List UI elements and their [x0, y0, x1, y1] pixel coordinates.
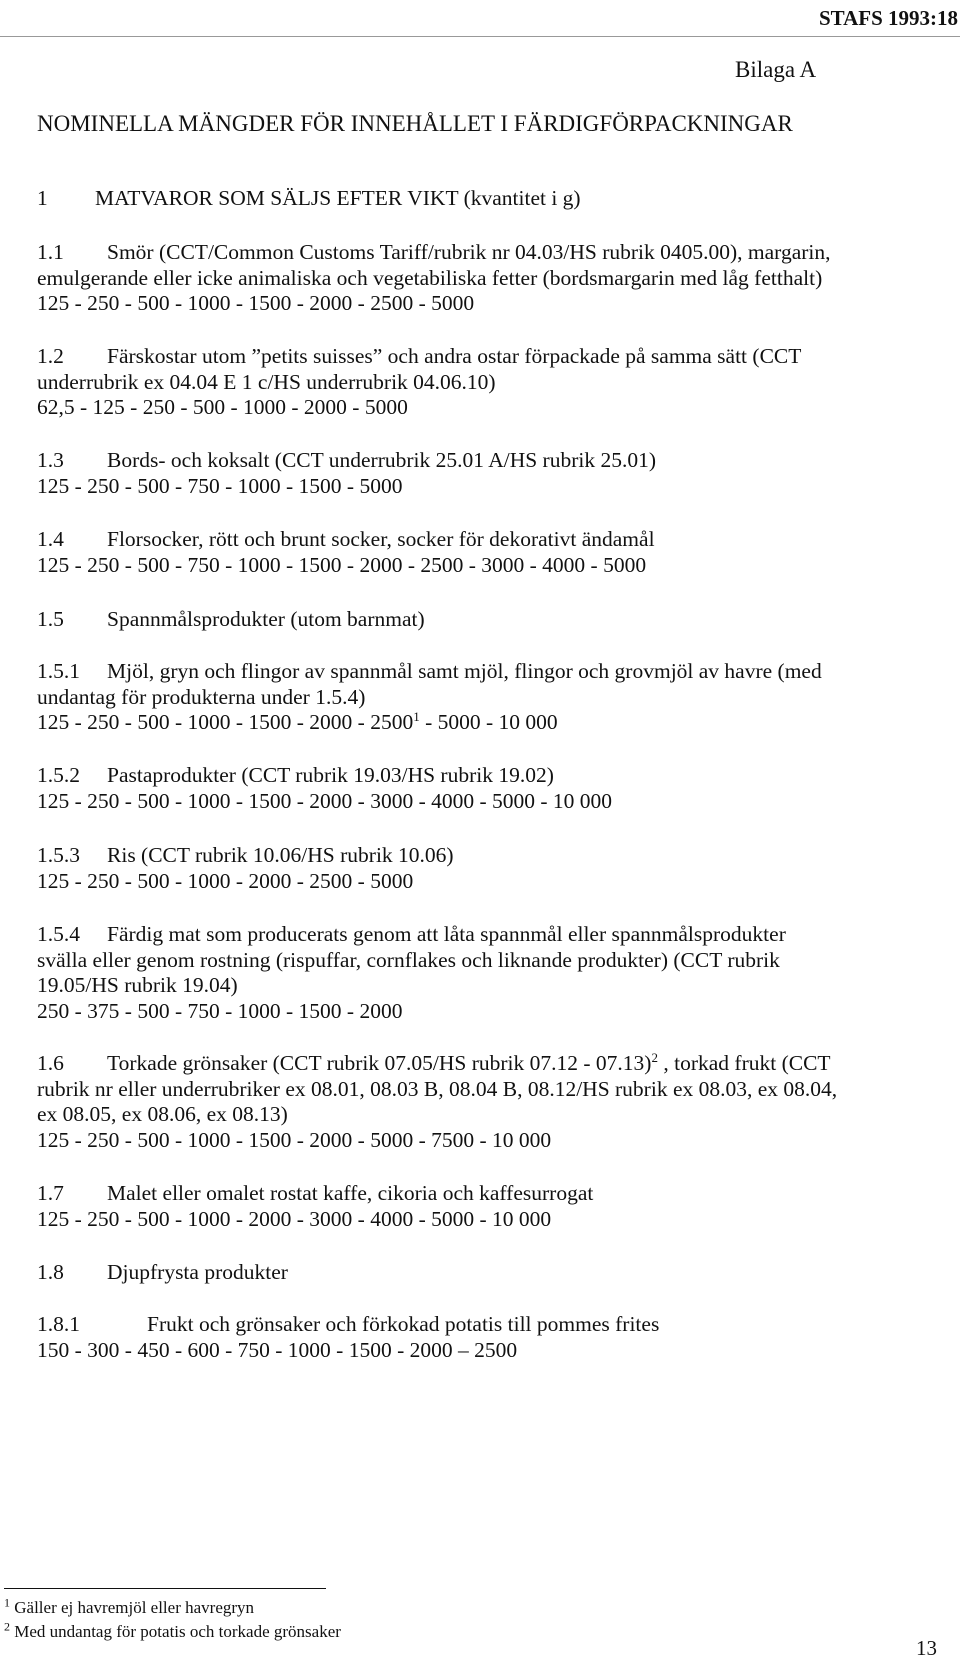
quantity-values: 125 - 250 - 500 - 750 - 1000 - 1500 - 5000: [37, 473, 403, 498]
section-1-1: [37, 240, 952, 317]
section-text: Smör (CCT/Common Customs Tariff/rubrik nr 04.03/HS rubrik 0405.00), margarin,: [107, 240, 831, 264]
section-number: 1.3: [37, 448, 64, 472]
section-number: 1.6: [37, 1051, 64, 1075]
section-1-8: [37, 1260, 952, 1286]
section-number: 1.5: [37, 607, 64, 631]
section-number: 1: [37, 186, 48, 210]
quantity-values: 250 - 375 - 500 - 750 - 1000 - 1500 - 2000: [37, 998, 403, 1023]
section-text: Djupfrysta produkter: [107, 1260, 288, 1284]
section-1-6: [37, 1051, 952, 1153]
section-1-5-4: [37, 922, 952, 1024]
footnote-mark: 2: [4, 1619, 10, 1634]
section-text: Bords- och koksalt (CCT underrubrik 25.01 A/HS rubrik 25.01): [107, 448, 657, 472]
quantity-values-part: - 5000 - 10 000: [419, 710, 558, 734]
section-number: 1.5.2: [37, 763, 80, 787]
section-text: , torkad frukt (CCT: [657, 1051, 831, 1075]
section-1-3: [37, 448, 952, 499]
section-number: 1.2: [37, 344, 64, 368]
header-rule: [0, 36, 960, 37]
footnote-text: Med undantag för potatis och torkade grönsaker: [14, 1622, 341, 1641]
section-number: 1.5.4: [37, 922, 80, 946]
section-text: Spannmålsprodukter (utom barnmat): [107, 607, 425, 631]
quantity-values: 125 - 250 - 500 - 1000 - 2000 - 3000 - 4000 - 5000 - 10 000: [37, 1206, 552, 1231]
quantity-values: 125 - 250 - 500 - 750 - 1000 - 1500 - 2000 - 2500 - 3000 - 4000 - 5000: [37, 552, 647, 577]
footnote-mark: 1: [4, 1595, 10, 1610]
section-1-5-2: [37, 763, 952, 814]
section-number: 1.5.1: [37, 659, 80, 683]
quantity-values: 150 - 300 - 450 - 600 - 750 - 1000 - 1500 - 2000 – 2500: [37, 1337, 518, 1362]
footnote: [4, 1619, 341, 1642]
section-text: emulgerande eller icke animaliska och vegetabiliska fetter (bordsmargarin med låg fetthalt): [37, 265, 823, 290]
quantity-values: 125 - 250 - 500 - 1000 - 1500 - 2000 - 3000 - 4000 - 5000 - 10 000: [37, 788, 613, 813]
section-text: 19.05/HS rubrik 19.04): [37, 973, 238, 997]
section-text: Torkade grönsaker (CCT rubrik 07.05/HS rubrik 07.12 - 07.13): [107, 1051, 652, 1075]
section-1-7: [37, 1181, 952, 1232]
footnote-ref: 2: [651, 1049, 658, 1065]
section-text: svälla eller genom rostning (rispuffar, cornflakes och liknande produkter) (CCT rubrik: [37, 947, 780, 972]
page-number: 13: [916, 1636, 937, 1660]
section-1-5-1: [37, 659, 952, 736]
page-title: NOMINELLA MÄNGDER FÖR INNEHÅLLET I FÄRDIGFÖRPACKNINGAR: [37, 111, 793, 136]
quantity-values: [37, 710, 952, 736]
footnote-rule: [4, 1588, 326, 1589]
section-heading: MATVAROR SOM SÄLJS EFTER VIKT (kvantitet i g): [95, 186, 581, 210]
section-text: Mjöl, gryn och flingor av spannmål samt mjöl, flingor och grovmjöl av havre (med: [107, 659, 822, 683]
section-text: Malet eller omalet rostat kaffe, cikoria och kaffesurrogat: [107, 1181, 594, 1205]
section-text: Florsocker, rött och brunt socker, socker för dekorativt ändamål: [107, 527, 655, 551]
section-number: 1.5.3: [37, 843, 80, 867]
section-text: Ris (CCT rubrik 10.06/HS rubrik 10.06): [107, 843, 454, 867]
section-1-5-3: [37, 843, 952, 894]
quantity-values: 62,5 - 125 - 250 - 500 - 1000 - 2000 - 5000: [37, 395, 408, 419]
section-text: rubrik nr eller underrubriker ex 08.01, 08.03 B, 08.04 B, 08.12/HS rubrik ex 08.03, ex 08.04,: [37, 1076, 838, 1101]
section-text: Pastaprodukter (CCT rubrik 19.03/HS rubrik 19.02): [107, 763, 554, 787]
section-text: ex 08.05, ex 08.06, ex 08.13): [37, 1102, 288, 1126]
section-1-4: [37, 527, 952, 578]
quantity-values: 125 - 250 - 500 - 1000 - 1500 - 2000 - 2500 - 5000: [37, 291, 475, 315]
section-text: Färdig mat som producerats genom att låta spannmål eller spannmålsprodukter: [107, 922, 786, 946]
section-number: 1.8: [37, 1260, 64, 1284]
footnote: [4, 1595, 255, 1618]
footnote-ref: 1: [413, 708, 420, 724]
quantity-values: 125 - 250 - 500 - 1000 - 1500 - 2000 - 5000 - 7500 - 10 000: [37, 1127, 552, 1152]
section-text: undantag för produkterna under 1.5.4): [37, 684, 366, 709]
quantity-values: 125 - 250 - 500 - 1000 - 2000 - 2500 - 5000: [37, 868, 414, 893]
section-text: underrubrik ex 04.04 E 1 c/HS underrubrik 04.06.10): [37, 369, 496, 394]
section-1-8-1: [37, 1312, 952, 1363]
section-text: Frukt och grönsaker och förkokad potatis till pommes frites: [147, 1312, 660, 1336]
section-text: Färskostar utom ”petits suisses” och andra ostar förpackade på samma sätt (CCT: [107, 344, 802, 368]
footnote-text: Gäller ej havremjöl eller havregryn: [14, 1598, 255, 1617]
section-1: [37, 186, 952, 212]
quantity-values-part: 125 - 250 - 500 - 1000 - 1500 - 2000 - 2500: [37, 710, 414, 734]
section-1-5: [37, 607, 952, 633]
doc-id-header: STAFS 1993:18: [818, 6, 958, 30]
section-1-2: [37, 344, 952, 421]
section-number: 1.4: [37, 527, 64, 551]
annex-label: Bilaga A: [735, 57, 817, 82]
section-number: 1.8.1: [37, 1312, 80, 1336]
section-number: 1.7: [37, 1181, 64, 1205]
section-number: 1.1: [37, 240, 64, 264]
